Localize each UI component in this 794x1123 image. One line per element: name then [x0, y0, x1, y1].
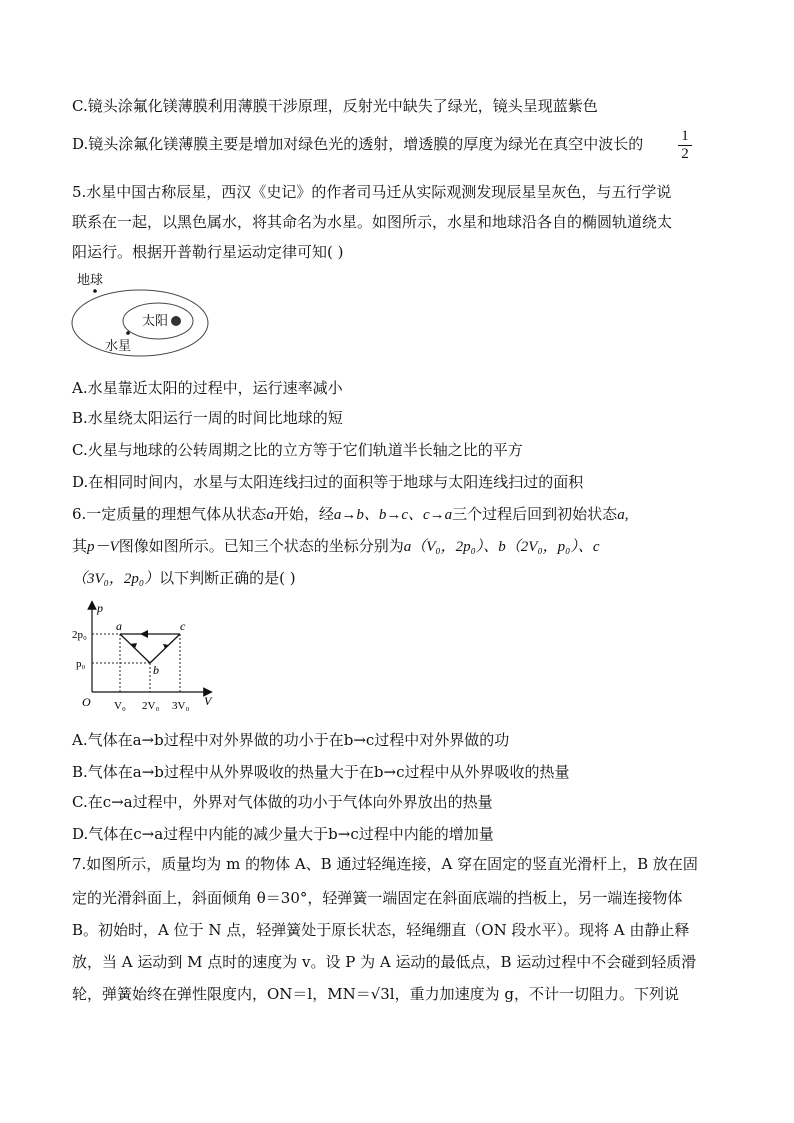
p-tick-2p0: 2p₀	[72, 629, 87, 641]
q6-text-2: 开始，经	[273, 505, 334, 523]
q6-pv: p－V	[87, 539, 119, 555]
option-a-q5: A.水星靠近太阳的过程中，运行速率减小	[72, 379, 343, 397]
q6-text-6: 以下判断正确的是( )	[159, 569, 296, 587]
guide-lines	[92, 634, 180, 692]
question-5-line-1: 5.水星中国古称辰星，西汉《史记》的作者司马迁从实际观测发现辰星呈灰色，与五行学说	[72, 183, 672, 201]
question-5-line-3: 阳运行。根据开普勒行星运动定律可知( )	[72, 243, 344, 261]
q6-state-a-end: a,	[617, 507, 629, 523]
q6-text-4: 其	[72, 537, 88, 555]
point-a-label: a	[116, 619, 122, 633]
mercury-dot	[126, 331, 130, 335]
sun-icon	[171, 316, 181, 326]
fraction-numerator: 1	[678, 128, 692, 146]
question-5-line-2: 联系在一起，以黑色属水，将其命名为水星。如图所示，水星和地球沿各自的椭圆轨道绕太	[72, 213, 673, 231]
option-c-q4: C.镜头涂氟化镁薄膜利用薄膜干涉原理，反射光中缺失了绿光，镜头呈现蓝紫色	[72, 97, 598, 115]
v-tick-2v0: 2V₀	[142, 700, 160, 712]
question-7-line-2: 定的光滑斜面上，斜面倾角 θ＝30°，轻弹簧一端固定在斜面底端的挡板上，另一端连接物体	[72, 889, 683, 907]
pv-diagram	[70, 600, 220, 720]
fraction-one-half	[678, 128, 692, 163]
q6-text-1: 6.一定质量的理想气体从状态	[72, 505, 267, 523]
v-axis-label: V	[204, 694, 212, 708]
fraction-denominator: 2	[681, 146, 689, 162]
earth-orbit	[72, 290, 208, 356]
option-b-q5: B.水星绕太阳运行一周的时间比地球的短	[72, 409, 343, 427]
option-a-q6: A.气体在a→b过程中对外界做的功小于在b→c过程中对外界做的功	[72, 731, 510, 749]
question-7-line-3: B。初始时，A 位于 N 点，轻弹簧处于原长状态，轻绳绷直（ON 段水平）。现将 A 由静止释	[72, 921, 690, 939]
q6-state-a: a	[266, 507, 274, 523]
q6-coord-c: （3V₀，2p₀）	[72, 571, 160, 587]
earth-dot	[93, 289, 97, 293]
option-c-q5: C.火星与地球的公转周期之比的立方等于它们轨道半长轴之比的平方	[72, 441, 523, 459]
p-tick-p0: p₀	[76, 658, 86, 670]
question-7-line-5: 轮，弹簧始终在弹性限度内，ON＝l，MN＝√3l，重力加速度为 g，不计一切阻力。下列说	[72, 985, 679, 1003]
question-7-line-1: 7.如图所示，质量均为 m 的物体 A、B 通过轻绳连接，A 穿在固定的竖直光滑杆上，B 放在固	[72, 855, 698, 873]
earth-label: 地球	[77, 273, 104, 288]
option-d-q5: D.在相同时间内，水星与太阳连线扫过的面积等于地球与太阳连线扫过的面积	[72, 473, 584, 491]
sun-label: 太阳	[142, 314, 169, 329]
question-6-line-3	[72, 568, 296, 589]
p-axis-label: p	[97, 601, 103, 615]
option-b-q6: B.气体在a→b过程中从外界吸收的热量大于在b→c过程中从外界吸收的热量	[72, 763, 570, 781]
orbit-diagram	[66, 268, 216, 360]
q6-text-3: 三个过程后回到初始状态	[452, 505, 618, 523]
mercury-label: 水星	[105, 339, 132, 354]
arrow-c-a-icon	[140, 630, 148, 638]
option-d-q6: D.气体在c→a过程中内能的减少量大于b→c过程中内能的增加量	[72, 825, 494, 843]
question-6-line-2	[72, 536, 600, 557]
question-7-line-4: 放，当 A 运动到 M 点时的速度为 v。设 P 为 A 运动的最低点，B 运动过程中不会碰到轻质滑	[72, 953, 697, 971]
option-c-q6: C.在c→a过程中，外界对气体做的功小于气体向外界放出的热量	[72, 793, 493, 811]
v-tick-3v0: 3V₀	[172, 700, 190, 712]
v-tick-v0: V₀	[114, 700, 126, 712]
question-6-line-1	[72, 504, 628, 525]
option-d-q4: D.镜头涂氟化镁薄膜主要是增加对绿色光的透射，增透膜的厚度为绿光在真空中波长的	[72, 135, 644, 153]
point-c-label: c	[180, 619, 186, 633]
q6-text-5: 图像如图所示。已知三个状态的坐标分别为	[118, 537, 404, 555]
origin-label: O	[82, 695, 91, 709]
point-b-label: b	[153, 663, 159, 677]
q6-coords: a（V₀，2p₀）、b（2V₀，p₀）、c	[403, 539, 600, 555]
q6-processes: a→b、b→c、c→a	[333, 507, 453, 523]
